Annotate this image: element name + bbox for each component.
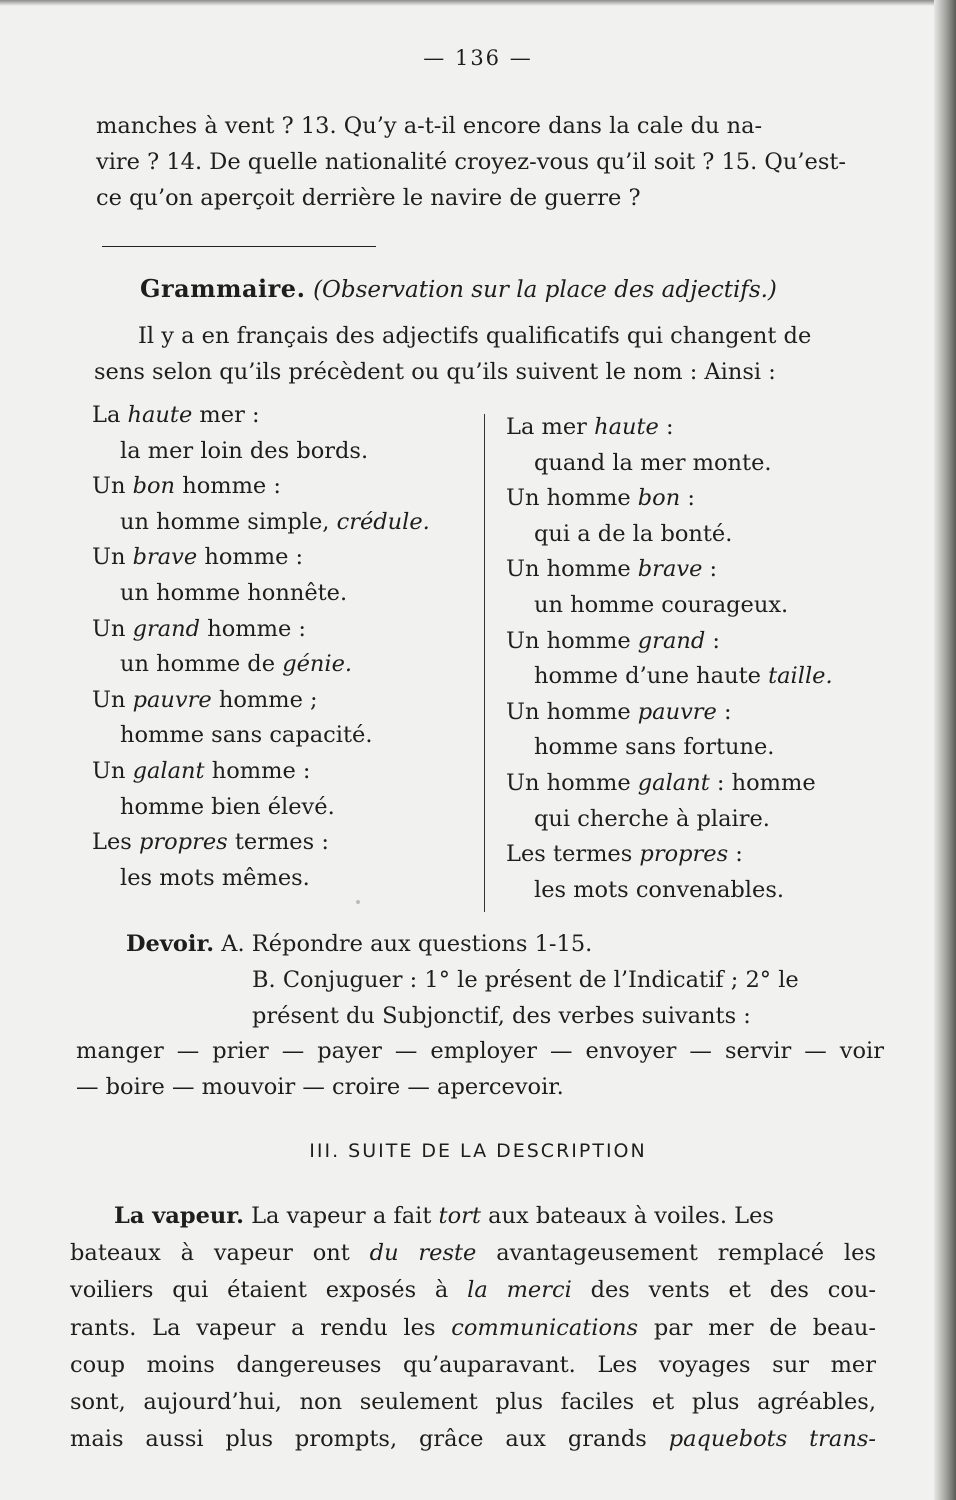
- adjective-definition: [92, 790, 484, 826]
- text-run: La mer: [506, 414, 595, 440]
- text-run: Un homme: [506, 698, 638, 725]
- text-run: bateaux à vapeur ont: [70, 1240, 370, 1267]
- separator-rule: [102, 246, 376, 247]
- text-run: Un homme: [506, 556, 638, 583]
- italic-run: communications: [451, 1314, 639, 1341]
- adjective-italic: bon: [637, 485, 681, 512]
- text-line: [70, 1272, 876, 1309]
- adjective-entry: [506, 624, 898, 660]
- adjective-column-before: [92, 398, 484, 896]
- adjective-definition: [92, 505, 484, 541]
- text-run: :: [658, 414, 674, 440]
- devoir-line-a: [126, 926, 592, 962]
- grammar-heading: [140, 274, 777, 303]
- text-run: avantageusement remplacé les: [476, 1240, 876, 1267]
- grammar-subtitle: (Observation sur la place des adjectifs.): [313, 277, 777, 303]
- text-run: homme :: [200, 615, 306, 642]
- text-line: ce qu’on aperçoit derrière le navire de guerre ?: [96, 185, 641, 211]
- text-run: homme :: [175, 473, 281, 500]
- text-line: [70, 1235, 876, 1272]
- adjective-column-after: [506, 410, 898, 908]
- adjective-definition: [92, 861, 484, 897]
- text-run: mer :: [192, 402, 260, 428]
- adjective-italic: propres: [138, 829, 228, 856]
- adjective-entry: [92, 683, 484, 719]
- italic-run: taille.: [768, 663, 833, 690]
- adjective-entry: [506, 481, 898, 517]
- verbs-line: — boire — mouvoir — croire — apercevoir.: [76, 1074, 564, 1100]
- page-number: — 136 —: [423, 46, 533, 70]
- text-run: : homme: [709, 769, 816, 796]
- text-run: homme sans capacité.: [120, 722, 373, 749]
- text-line: [70, 1198, 876, 1235]
- column-divider: [484, 414, 485, 912]
- text-run: qui cherche à plaire.: [534, 805, 770, 832]
- questions-tail: [96, 108, 901, 216]
- adjective-italic: haute: [594, 414, 659, 440]
- text-run: Les termes: [506, 841, 640, 868]
- text-run: homme sans fortune.: [534, 734, 775, 761]
- text-run: Un: [92, 544, 133, 571]
- adjective-definition: [506, 873, 898, 909]
- text-line: [70, 1310, 876, 1347]
- text-run: aux bateaux à voiles. Les: [480, 1203, 774, 1229]
- grammar-intro: [94, 318, 902, 390]
- adjective-italic: pauvre: [132, 686, 212, 713]
- devoir-a: A. Répondre aux questions 1-15.: [221, 931, 593, 957]
- adjective-definition: [92, 434, 484, 470]
- adjective-entry: [92, 825, 484, 861]
- adjective-entry: [92, 469, 484, 505]
- text-run: :: [680, 485, 695, 512]
- adjective-definition: [506, 446, 898, 482]
- adjective-italic: bon: [132, 473, 176, 500]
- adjective-entry: [506, 766, 898, 802]
- text-line: vire ? 14. De quelle nationalité croyez-vous qu’il soit ? 15. Qu’est-: [96, 149, 847, 175]
- page-top-edge: [0, 0, 956, 6]
- text-run: un homme de: [120, 651, 283, 678]
- adjective-italic: propres: [639, 841, 729, 868]
- text-run: termes :: [227, 829, 329, 856]
- text-run: Un homme: [506, 769, 638, 796]
- adjective-italic: haute: [127, 402, 193, 428]
- adjective-definition: [506, 659, 898, 695]
- adjective-definition: [92, 718, 484, 754]
- adjective-entry: [92, 612, 484, 648]
- verbs-line: manger — prier — payer — employer — envoyer — servir — voir: [76, 1038, 884, 1064]
- text-line: [70, 1421, 876, 1458]
- adjective-definition: [506, 517, 898, 553]
- text-run: homme ;: [211, 686, 318, 713]
- adjective-italic: grand: [132, 615, 201, 642]
- adjective-italic: grand: [637, 627, 706, 654]
- text-run: un homme honnête.: [120, 579, 348, 606]
- vapeur-paragraph: [70, 1198, 876, 1458]
- adjective-italic: brave: [637, 556, 703, 583]
- italic-run: du reste: [369, 1240, 477, 1267]
- text-run: Un: [92, 473, 133, 500]
- intro-line: sens selon qu’ils précèdent ou qu’ils suivent le nom : Ainsi :: [94, 359, 776, 385]
- text-line: sont, aujourd’hui, non seulement plus faciles et plus agréables,: [70, 1389, 876, 1416]
- text-run: un homme simple,: [120, 508, 337, 535]
- adjective-definition: [92, 647, 484, 683]
- text-line: manches à vent ? 13. Qu’y a-t-il encore dans la cale du na-: [96, 113, 763, 139]
- section-title: III. SUITE DE LA DESCRIPTION: [309, 1140, 647, 1162]
- text-run: La: [92, 402, 128, 428]
- text-run: :: [702, 556, 718, 583]
- text-run: Un homme: [506, 485, 638, 512]
- text-run: mais aussi plus prompts, grâce aux grands: [70, 1426, 669, 1453]
- text-run: Un: [92, 686, 133, 713]
- text-run: les mots convenables.: [534, 876, 785, 903]
- italic-run: la merci: [467, 1277, 572, 1304]
- adjective-italic: galant: [637, 769, 710, 796]
- text-run: rants. La vapeur a rendu les: [70, 1314, 452, 1341]
- adjective-italic: pauvre: [637, 698, 717, 725]
- text-run: homme :: [197, 544, 304, 571]
- adjective-entry: [92, 754, 484, 790]
- text-run: qui a de la bonté.: [534, 520, 733, 547]
- text-run: la mer loin des bords.: [120, 437, 369, 464]
- adjective-entry: [506, 552, 898, 588]
- text-run: des vents et des cou-: [571, 1277, 877, 1304]
- vapeur-heading: La vapeur.: [114, 1203, 244, 1229]
- text-run: Les: [92, 829, 139, 856]
- adjective-definition: [506, 802, 898, 838]
- text-line: coup moins dangereuses qu’auparavant. Les voyages sur mer: [70, 1351, 876, 1378]
- text-run: Un: [92, 615, 133, 642]
- text-run: Un: [92, 757, 133, 784]
- italic-run: tort: [438, 1203, 481, 1229]
- adjective-entry: [506, 837, 898, 873]
- text-run: :: [705, 627, 720, 654]
- adjective-entry: [506, 410, 898, 446]
- grammar-title: Grammaire.: [140, 274, 306, 303]
- adjective-entry: [92, 398, 484, 434]
- adjective-italic: brave: [132, 544, 198, 571]
- italic-run: paquebots trans-: [668, 1426, 876, 1453]
- text-run: Un homme: [506, 627, 638, 654]
- intro-line: Il y a en français des adjectifs qualificatifs qui changent de: [138, 323, 812, 349]
- adjective-italic: galant: [132, 757, 205, 784]
- adjective-entry: [506, 695, 898, 731]
- devoir-line-b2: présent du Subjonctif, des verbes suivants :: [252, 1003, 751, 1029]
- text-run: par mer de beau-: [638, 1314, 876, 1341]
- text-run: homme :: [204, 757, 311, 784]
- italic-run: génie.: [282, 651, 353, 678]
- text-run: homme d’une haute: [534, 663, 769, 690]
- adjective-definition: [506, 588, 898, 624]
- text-run: La vapeur a fait: [243, 1203, 439, 1229]
- text-run: homme bien élevé.: [120, 793, 335, 820]
- page-right-edge: [934, 0, 956, 1500]
- text-run: quand la mer monte.: [534, 449, 772, 476]
- text-run: un homme courageux.: [534, 591, 789, 618]
- devoir-line-b: B. Conjuguer : 1° le présent de l’Indicatif ; 2° le: [252, 967, 799, 993]
- text-run: :: [728, 841, 743, 868]
- text-run: voiliers qui étaient exposés à: [70, 1277, 468, 1304]
- text-run: les mots mêmes.: [120, 864, 310, 891]
- adjective-definition: [92, 576, 484, 612]
- paper-speck: [356, 900, 360, 904]
- devoir-label: Devoir.: [126, 931, 215, 957]
- adjective-definition: [506, 730, 898, 766]
- adjective-entry: [92, 540, 484, 576]
- text-run: :: [716, 698, 732, 725]
- italic-run: crédule.: [336, 508, 430, 535]
